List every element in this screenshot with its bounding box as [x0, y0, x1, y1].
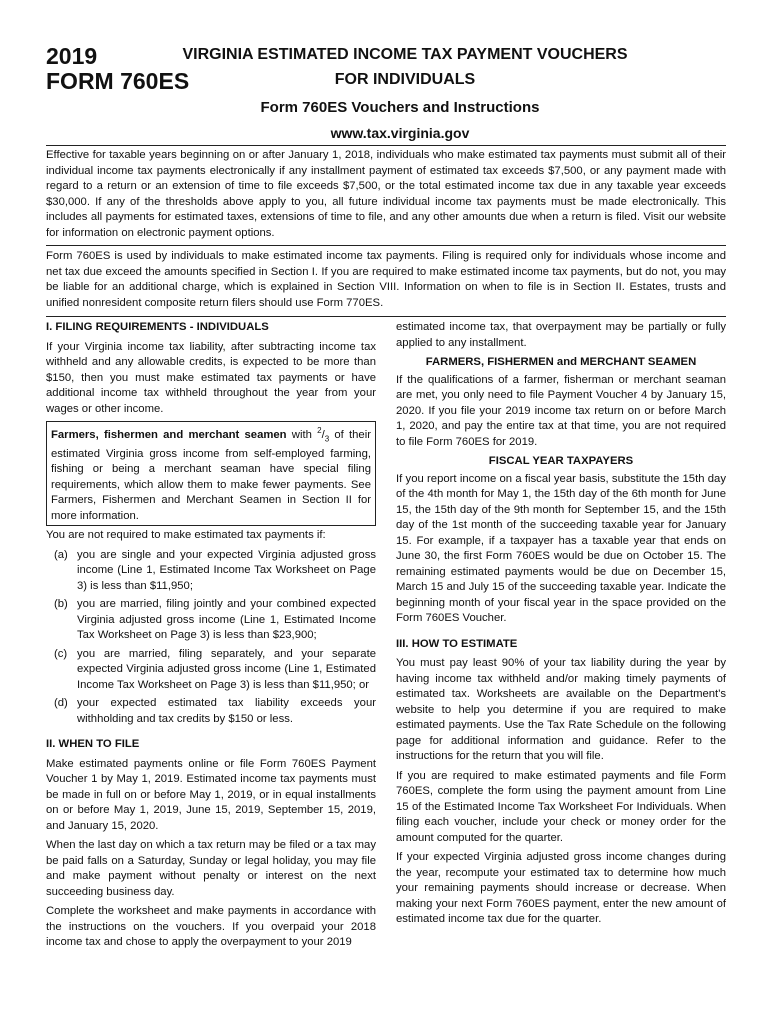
not-required-intro: You are not required to make estimated tax payments if: [46, 529, 326, 542]
condition-letter: (d) [54, 697, 68, 710]
divider-top [46, 145, 726, 146]
how-to-estimate-p3: If your expected Virginia adjusted gross income changes during the year, recompute your estimated tax to determine how much your remaining payments should increase or decrease. When making your next Form 760ES payment, enter the new amount of estimated income tax due for the quarter. [396, 851, 726, 925]
left-column [46, 320, 376, 955]
condition-text: you are married, filing jointly and your combined expected Virginia adjusted gross income (Line 1, Estimated Income Tax Worksheet on Page 3) is less than $23,900; [77, 598, 376, 642]
how-to-estimate-p1: You must pay least 90% of your tax liability during the year by having income tax withheld and/or making timely payments of estimated tax. Worksheets are available on the Department's website to help you determine if you are required to make estimated payments. Use the Tax Rate Schedule on the following page for additional information and guidance. Refer to the instructions for the return that you will file. [396, 657, 726, 762]
farmers-heading: FARMERS, FISHERMEN and MERCHANT SEAMEN [425, 356, 697, 368]
when-to-file-p1: Make estimated payments online or file Form 760ES Payment Voucher 1 by May 1, 2019. Estimated income tax payments must be made in full on or before May 1, 2019, or in equal installments on or before May 1, 2019, June 15, 2019, September 15, 2019, and January 15, 2020. [46, 757, 376, 832]
form-title-line1: VIRGINIA ESTIMATED INCOME TAX PAYMENT VOUCHERS [182, 46, 628, 63]
when-to-file-p2: When the last day on which a tax return may be filed or a tax may be paid falls on a Saturday, Sunday or legal holiday, you may file and make payment without penalty or interest on the next succeeding business day. [46, 839, 376, 898]
form-use-paragraph: Form 760ES is used by individuals to make estimated income tax payments. Filing is required only for individuals whose income and net tax due exceed the amounts specified in Section I. If you are required to make estimated income tax payments, but do not, you may be liable for an additional charge, which is explained in Section VIII. Information on when to file is in Section II. Estates, trusts and unified nonresident composite return filers should use Form 770ES. [46, 250, 726, 309]
farmers-note-text: of their estimated Virginia gross income from self-employed farming, fishing or being a merchant seaman have special filing requirements, which allow them to make fewer payments. See Farmers, Fishermen and Merchant Seamen in Section II for more information. [51, 428, 371, 522]
when-to-file-p3: Complete the worksheet and make payments in accordance with the instructions on the vouchers. If you overpaid your 2018 income tax and chose to apply the overpayment to your 2019 [46, 905, 376, 949]
when-to-file-p3-continued: estimated income tax, that overpayment may be partially or fully applied to any installment. [396, 321, 726, 349]
how-to-estimate-p2: If you are required to make estimated payments and file Form 760ES, complete the form using the payment amount from Line 15 of the Estimated Income Tax Worksheet For Individuals. When filing each voucher, include your check or money order for the amount computed for the quarter. [396, 769, 726, 844]
condition-text: you are married, filing separately, and your separate expected Virginia adjusted gross income (Line 1, Estimated Income Tax Worksheet on Page 3) is less than $11,950; or [77, 647, 376, 691]
condition-item [46, 597, 376, 644]
farmers-paragraph: If the qualifications of a farmer, fisherman or merchant seaman are met, you only need to file Payment Voucher 4 by January 15, 2020. If you file your 2019 income tax return on or before March 1, 2020, and pay the entire tax at that time, you are not required to file Form 760ES for 2019. [396, 373, 726, 448]
farmers-note-box [46, 421, 376, 526]
divider-bottom [46, 316, 726, 317]
section-1-heading: I. FILING REQUIREMENTS - INDIVIDUALS [46, 321, 269, 333]
condition-text: you are single and your expected Virginia adjusted gross income (Line 1, Estimated Income Tax Worksheet on Page 3) is less than $11,950; [77, 548, 376, 592]
form-number: FORM 760ES [46, 68, 190, 94]
form-title-line2: FOR INDIVIDUALS [334, 71, 476, 88]
two-thirds-fraction: $^2/_3$ [317, 426, 330, 444]
fiscal-year-paragraph: If you report income on a fiscal year basis, substitute the 15th day of the 4th month for May 1, the 15th day of the 6th month for June 15, the 15th day of the 9th month for September 15, and the 15th day of the 1st month of the succeeding taxable year for January 15. For example, if a taxpayer has a taxable year that ends on June 30, the first Form 760ES would be due on October 15. The remaining estimated payments would be due on December 15, March 15 and July 15 of the succeeding taxable year. Indicate the beginning month of your fiscal year in the space provided on the Form 760ES Voucher. [396, 472, 726, 624]
farmers-note-bold: Farmers, fishermen and merchant seamen [51, 428, 287, 441]
exemption-conditions-list [46, 548, 376, 728]
condition-item [46, 696, 376, 727]
right-column [396, 320, 726, 932]
condition-letter: (a) [54, 548, 68, 561]
condition-item [46, 647, 376, 694]
condition-text: your expected estimated tax liability exceeds your withholding and tax credits by $150 or less. [77, 697, 376, 725]
fraction-denominator: 3 [324, 434, 330, 444]
fraction-numerator: 2 [317, 426, 322, 435]
divider-middle [46, 245, 726, 246]
section-3-heading: III. HOW TO ESTIMATE [396, 637, 518, 650]
section-2-heading: II. WHEN TO FILE [46, 738, 140, 751]
farmers-note-with: with [286, 428, 318, 441]
fiscal-year-heading: FISCAL YEAR TAXPAYERS [488, 455, 634, 467]
website-url: www.tax.virginia.gov [330, 125, 470, 141]
condition-letter: (c) [54, 647, 68, 660]
condition-letter: (b) [54, 598, 68, 611]
condition-item [46, 548, 376, 595]
form-year: 2019 [46, 43, 98, 69]
section-1-paragraph: If your Virginia income tax liability, after subtracting income tax withheld and any allowable credits, is expected to be more than $150, then you must make estimated tax payments or have additional income tax withheld throughout the year from your wages or other income. [46, 340, 376, 415]
intro-paragraph: Effective for taxable years beginning on or after January 1, 2018, individuals who make estimated tax payments must submit all of their individual income tax payments electronically if any installment payment of estimated tax exceeds $7,500, or any payment made with regard to a return or an extension of time to file exceeds $7,500, or the total estimated income tax due in any taxable year exceeds $30,000. If any of the thresholds above apply to you, all future individual income tax payments must be made electronically. This includes all payments for estimated taxes, extensions of time to file, and any other amounts due when a return is filed. Visit our website for information on electronic payment options. [46, 149, 726, 239]
form-subtitle: Form 760ES Vouchers and Instructions [260, 99, 540, 116]
